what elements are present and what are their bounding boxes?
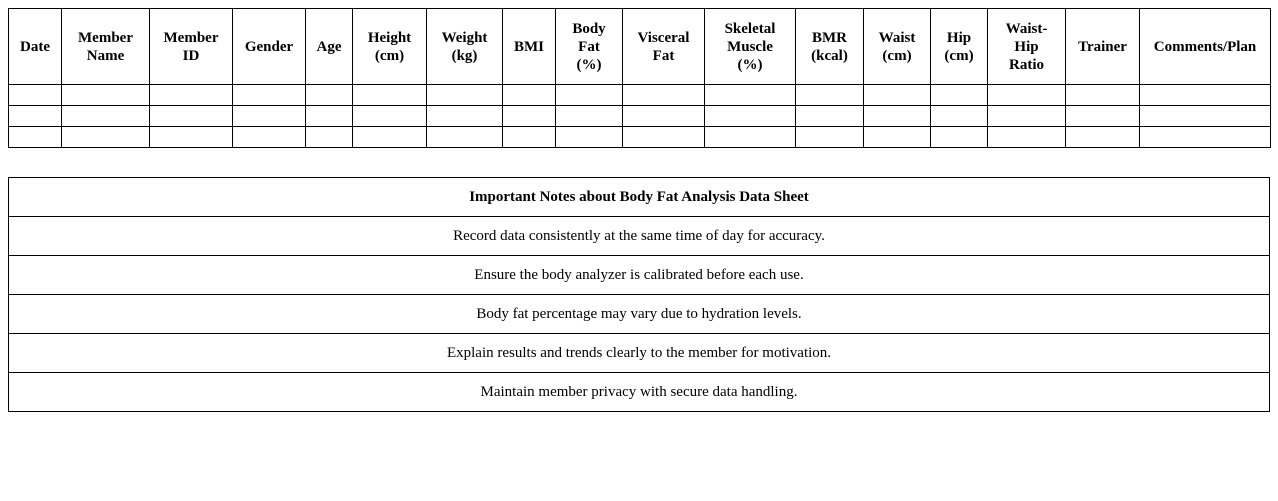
col-header-bmr — [796, 9, 864, 85]
header-line: Date — [20, 38, 50, 55]
table-cell[interactable] — [1140, 127, 1271, 148]
table-cell[interactable] — [705, 127, 796, 148]
header-line: BMR — [812, 29, 847, 46]
header-line: Waist- — [1005, 20, 1048, 37]
table-cell[interactable] — [796, 85, 864, 106]
col-header-member-id — [150, 9, 233, 85]
note-row — [9, 334, 1270, 373]
header-line: (%) — [737, 56, 763, 73]
note-row — [9, 256, 1270, 295]
note-row — [9, 217, 1270, 256]
col-header-skeletal-muscle — [705, 9, 796, 85]
header-line: Fat — [578, 38, 600, 55]
header-line: Muscle — [727, 38, 773, 55]
table-cell[interactable] — [931, 127, 988, 148]
table-cell[interactable] — [864, 85, 931, 106]
table-cell[interactable] — [150, 85, 233, 106]
table-cell[interactable] — [1140, 106, 1271, 127]
note-text: Explain results and trends clearly to the member for motivation. — [9, 334, 1270, 373]
header-line: (cm) — [374, 47, 405, 64]
table-cell[interactable] — [233, 127, 306, 148]
table-cell[interactable] — [1066, 85, 1140, 106]
note-text: Maintain member privacy with secure data handling. — [9, 373, 1270, 412]
header-line: (cm) — [944, 47, 974, 64]
col-header-visceral-fat — [623, 9, 705, 85]
table-cell[interactable] — [62, 85, 150, 106]
table-cell[interactable] — [705, 85, 796, 106]
header-line: (cm) — [882, 47, 912, 64]
table-cell[interactable] — [623, 127, 705, 148]
header-line: (%) — [576, 56, 602, 73]
note-row — [9, 373, 1270, 412]
header-line: Visceral — [637, 29, 690, 46]
col-header-member-name — [62, 9, 150, 85]
header-row — [9, 9, 1271, 85]
header-line: Member — [163, 29, 219, 46]
table-row — [9, 106, 1271, 127]
table-cell[interactable] — [988, 85, 1066, 106]
table-cell[interactable] — [353, 106, 427, 127]
header-line: Height — [367, 29, 412, 46]
table-cell[interactable] — [1066, 106, 1140, 127]
table-cell[interactable] — [233, 85, 306, 106]
table-cell[interactable] — [9, 127, 62, 148]
header-line: Ratio — [1009, 56, 1044, 73]
header-line: Gender — [244, 38, 294, 55]
table-cell[interactable] — [233, 106, 306, 127]
header-line: BMI — [514, 38, 544, 55]
col-header-trainer — [1066, 9, 1140, 85]
table-cell[interactable] — [931, 106, 988, 127]
table-cell[interactable] — [9, 106, 62, 127]
note-row — [9, 295, 1270, 334]
col-header-bmi — [503, 9, 556, 85]
col-header-hip — [931, 9, 988, 85]
table-cell[interactable] — [988, 106, 1066, 127]
col-header-weight — [427, 9, 503, 85]
table-cell[interactable] — [306, 85, 353, 106]
header-line: (kg) — [451, 47, 478, 64]
col-header-gender — [233, 9, 306, 85]
table-cell[interactable] — [705, 106, 796, 127]
table-row — [9, 85, 1271, 106]
header-line: Weight — [441, 29, 488, 46]
note-text: Ensure the body analyzer is calibrated before each use. — [9, 256, 1270, 295]
table-cell[interactable] — [306, 127, 353, 148]
header-line: Fat — [652, 47, 675, 64]
table-cell[interactable] — [62, 127, 150, 148]
header-line: Hip — [1014, 38, 1039, 55]
table-cell[interactable] — [988, 127, 1066, 148]
table-cell[interactable] — [503, 85, 556, 106]
col-header-height — [353, 9, 427, 85]
header-line: Member — [78, 29, 133, 46]
header-line: Trainer — [1078, 38, 1127, 55]
table-cell[interactable] — [1066, 127, 1140, 148]
table-cell[interactable] — [623, 85, 705, 106]
table-cell[interactable] — [150, 127, 233, 148]
header-line: (kcal) — [811, 47, 848, 64]
notes-title: Important Notes about Body Fat Analysis Data Sheet — [9, 178, 1270, 217]
header-line: Body — [572, 20, 606, 37]
table-cell[interactable] — [150, 106, 233, 127]
table-cell[interactable] — [931, 85, 988, 106]
header-line: Comments/Plan — [1153, 38, 1257, 55]
col-header-waist — [864, 9, 931, 85]
table-cell[interactable] — [427, 106, 503, 127]
table-cell[interactable] — [62, 106, 150, 127]
table-cell[interactable] — [427, 85, 503, 106]
table-cell[interactable] — [864, 127, 931, 148]
table-cell[interactable] — [9, 85, 62, 106]
header-line: Hip — [946, 29, 972, 46]
table-cell[interactable] — [864, 106, 931, 127]
table-cell[interactable] — [556, 85, 623, 106]
col-header-comments-plan — [1140, 9, 1271, 85]
header-line: Name — [86, 47, 125, 64]
note-text: Body fat percentage may vary due to hydration levels. — [9, 295, 1270, 334]
table-cell[interactable] — [353, 127, 427, 148]
table-cell[interactable] — [796, 127, 864, 148]
table-cell[interactable] — [1140, 85, 1271, 106]
notes-title-row — [9, 178, 1270, 217]
body-fat-data-table — [8, 8, 1271, 148]
col-header-body-fat — [556, 9, 623, 85]
table-cell[interactable] — [503, 127, 556, 148]
table-cell[interactable] — [796, 106, 864, 127]
header-line: Waist — [878, 29, 916, 46]
table-cell[interactable] — [306, 106, 353, 127]
table-cell[interactable] — [556, 127, 623, 148]
header-line: ID — [182, 47, 200, 64]
table-cell[interactable] — [427, 127, 503, 148]
table-cell[interactable] — [623, 106, 705, 127]
header-line: Age — [316, 38, 342, 55]
important-notes-table — [8, 177, 1270, 412]
table-cell[interactable] — [503, 106, 556, 127]
table-cell[interactable] — [353, 85, 427, 106]
note-text: Record data consistently at the same time of day for accuracy. — [9, 217, 1270, 256]
header-line: Skeletal — [724, 20, 776, 37]
col-header-waist-hip-ratio — [988, 9, 1066, 85]
col-header-age — [306, 9, 353, 85]
table-row — [9, 127, 1271, 148]
table-cell[interactable] — [556, 106, 623, 127]
col-header-date — [9, 9, 62, 85]
